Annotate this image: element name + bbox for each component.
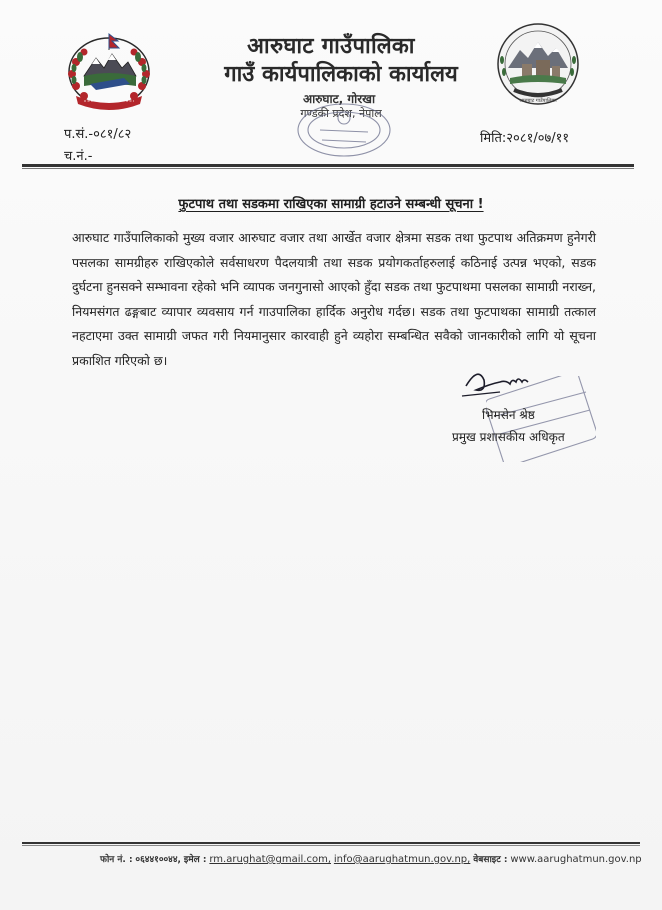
email-link-info[interactable]: info@aarughatmun.gov.np, [333, 854, 471, 865]
office-stamp-icon [290, 100, 398, 164]
website-link[interactable]: www.aarughatmun.gov.np [510, 854, 642, 865]
footer-divider [22, 842, 640, 844]
address-line-2: गण्डकी प्रदेश, नेपाल [300, 107, 382, 120]
website-label: वेबसाइट : [473, 855, 508, 865]
header-divider-thin [22, 168, 634, 169]
signatory-post: प्रमुख प्रशासकीय अधिकृत [452, 430, 565, 444]
notice-body: आरुघाट गाउँपालिकाको मुख्य वजार आरुघाट वजार तथा आर्खेत वजार क्षेत्रमा सडक तथा फुटपाथ अतिक्रमण हुनेगरी पसलका सामग्रीहरु राखिएकोले सर्वसाधरण पैदलयात्री तथा सडक प्रयोगकर्ताहरुलाई कठिनाई उत्पन्न भएको, सडक दुर्घटना हुनसक्ने सम्भावना रहेको भनि व्यापक जनगुनासो आएको हुँदा सडक तथा फुटपाथमा पसलका सामाग्री नराख्न, नियमसंगत ढङ्गबाट व्यापार व्यवसाय गर्न गाउपालिका हार्दिक अनुरोध गर्दछ। सडक तथा फुटपाथका सामाग्री तत्काल नहटाएमा उक्त सामाग्री जफत गरी नियमानुसार कारवाही हुने व्यहोरा सम्बन्धित सवैको जानकारीको लागि यो सूचना प्रकाशित गरिएको छ। [72, 230, 596, 368]
email-link-primary[interactable]: rm.arughat@gmail.com, [209, 854, 332, 865]
notice-subject-text: फुटपाथ तथा सडकमा राखिएका सामाग्री हटाउने सम्बन्धी सूचना ! [178, 197, 484, 212]
email-label: इमेल : [183, 855, 207, 865]
footer-contact [100, 852, 640, 865]
org-name: आरुघाट गाउँपालिका [247, 34, 415, 59]
footer-divider-thin [22, 845, 640, 846]
municipality-logo-icon [494, 20, 582, 110]
svg-text:आरुघाट गाउँपालिका: आरुघाट गाउँपालिका [519, 98, 557, 104]
address-line-1: आरुघाट, गोरखा [302, 92, 376, 106]
notice-subject [0, 194, 662, 212]
phone-label: फोन नं. : [100, 855, 133, 865]
header-divider [22, 164, 634, 167]
letter-date: मिति:२०८१/०७/११ [480, 131, 570, 146]
reference-number: प.सं.-०८१/८२ [64, 127, 132, 142]
office-name: गाउँ कार्यपालिकाको कार्यालय [224, 62, 458, 87]
signatory-name: भिमसेन श्रेष्ठ [482, 408, 535, 422]
dispatch-number: च.नं.- [64, 149, 93, 164]
phone-number: ०६४४१००४४, [135, 855, 181, 865]
